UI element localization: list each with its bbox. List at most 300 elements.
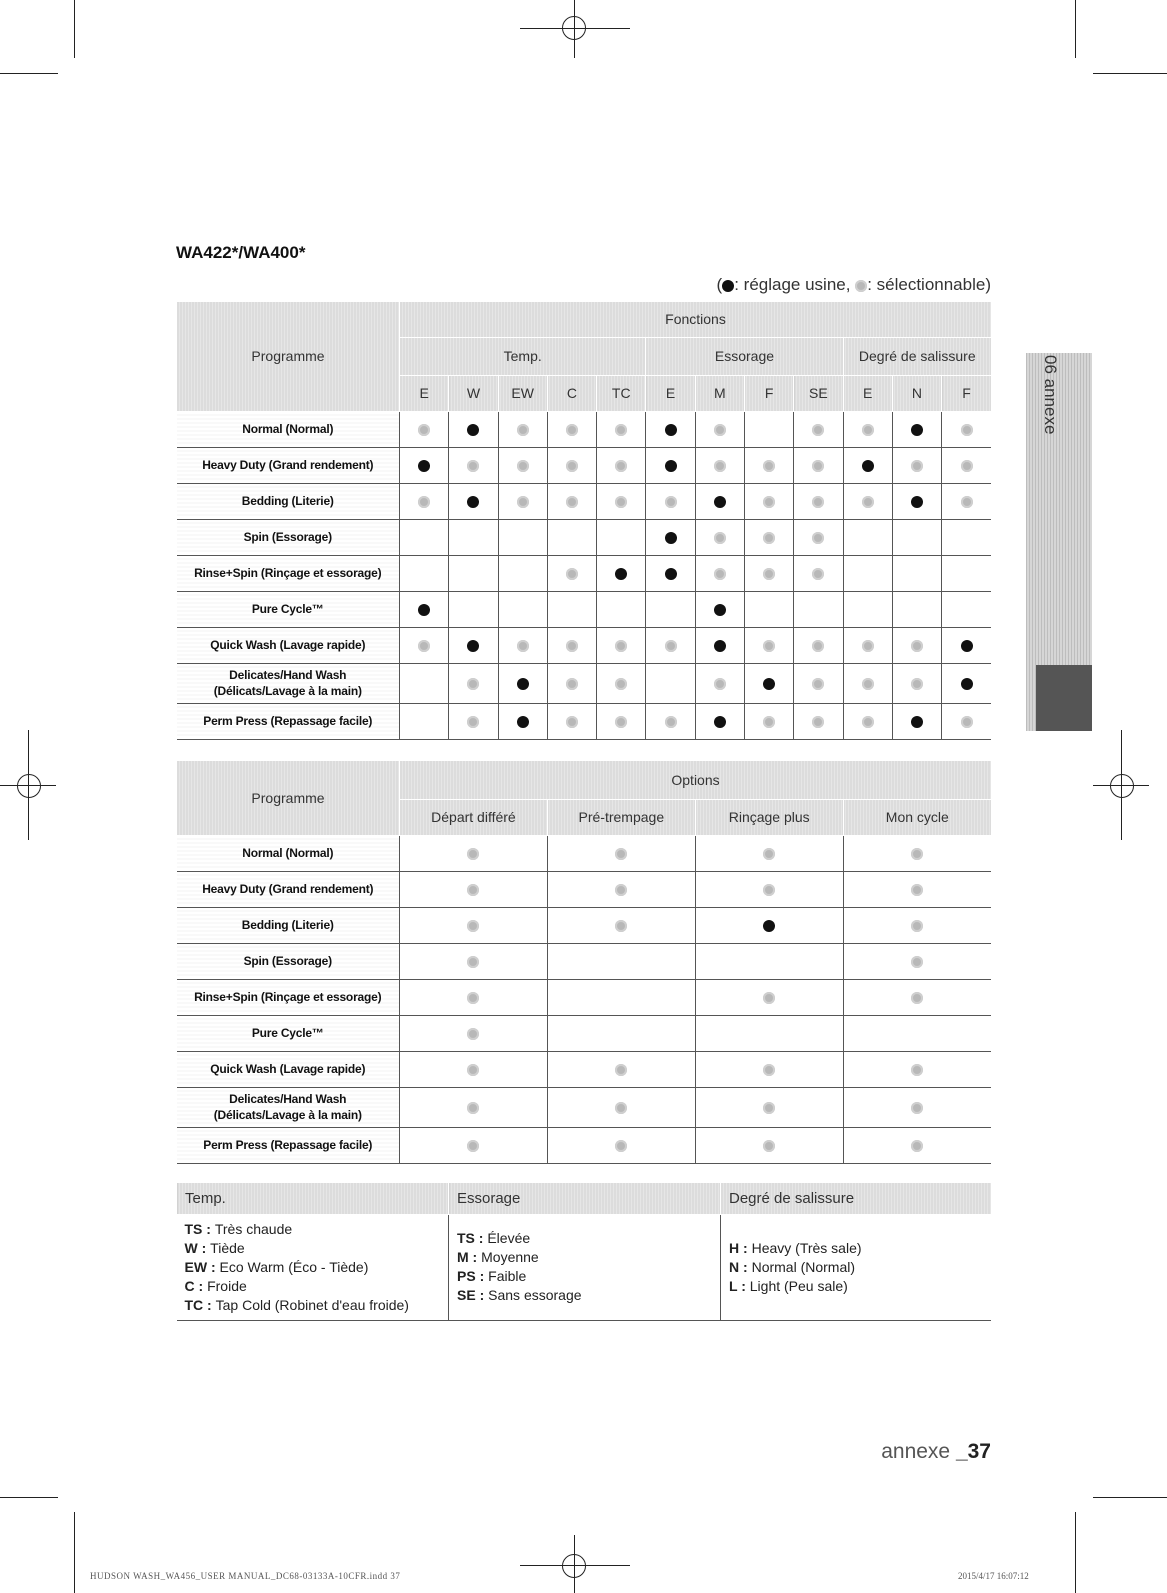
table-cell [744,519,793,555]
table-cell [843,627,892,663]
footer-filename: HUDSON WASH_WA456_USER MANUAL_DC68-03133A-10CFR.indd 37 [90,1571,401,1581]
selectable-dot-icon [566,496,578,508]
selectable-dot-icon [911,992,923,1004]
selectable-dot-icon [763,1140,775,1152]
programme-label [177,1015,400,1051]
legend-code: PS [457,1268,476,1284]
salissure-header: Degré de salissure [843,337,991,375]
selectable-dot-icon [566,716,578,728]
crop-mark [74,1512,75,1593]
selectable-dot-icon [665,716,677,728]
table-cell [942,591,991,627]
programme-label [177,519,400,555]
table-cell [498,483,547,519]
selectable-dot-icon [566,460,578,472]
table-cell [400,447,449,483]
table-cell [646,483,695,519]
selectable-dot-icon [615,678,627,690]
legend-separator: : [475,1268,489,1284]
factory-dot-icon [763,678,775,690]
table-cell [547,1015,695,1051]
programme-label [177,943,400,979]
legend-entry [185,1220,441,1239]
table-cell [695,943,843,979]
programme-label-line: Bedding (Literie) [241,918,334,932]
table-cell [597,627,646,663]
column-header: W [449,375,498,411]
essorage-legend [449,1214,721,1320]
programme-label-line: (Délicats/Lavage à la main) [213,684,362,698]
table-cell [695,627,744,663]
legend-separator: : [739,1239,752,1256]
factory-dot-icon [418,604,430,616]
selectable-dot-icon [812,678,824,690]
table-cell [695,411,744,447]
table-row [177,555,992,591]
legend-description: Élevée [487,1230,531,1246]
legend-entry [729,1277,983,1296]
selectable-dot-icon [763,884,775,896]
selectable-dot-icon [862,640,874,652]
selectable-dot-icon [911,1064,923,1076]
selectable-dot-icon [615,884,627,896]
programme-label [177,591,400,627]
table-cell [400,979,548,1015]
table-cell [744,483,793,519]
page-number-value: _37 [955,1440,991,1463]
table-cell [892,483,941,519]
registration-mark [562,16,586,40]
table-row [177,411,992,447]
table-cell [942,447,991,483]
section-tab [1026,353,1092,731]
table-cell [547,519,596,555]
factory-dot-icon [911,424,923,436]
table-cell [400,555,449,591]
factory-dot-icon [911,716,923,728]
salissure-legend [721,1214,992,1320]
selectable-dot-icon [467,848,479,860]
table-cell [547,979,695,1015]
legend-separator: : [474,1230,488,1246]
table-cell [794,411,843,447]
selectable-dot-icon [467,678,479,690]
table-cell [400,627,449,663]
factory-dot-icon [763,920,775,932]
factory-dot-icon [911,496,923,508]
crop-mark [0,73,58,74]
page-number [881,1440,991,1464]
programme-label-line: Heavy Duty (Grand rendement) [202,458,374,472]
table-cell [942,663,991,703]
table-cell [843,411,892,447]
table-cell [449,627,498,663]
table-cell [794,591,843,627]
table-cell [892,519,941,555]
selectable-dot-icon [812,640,824,652]
factory-dot-icon [467,640,479,652]
table-cell [449,591,498,627]
table-cell [695,447,744,483]
salissure-legend-header: Degré de salissure [721,1183,992,1214]
column-header: TC [597,375,646,411]
programme-label [177,663,400,703]
table-cell [695,907,843,943]
programme-label [177,411,400,447]
column-header: C [547,375,596,411]
programme-label-line: Heavy Duty (Grand rendement) [202,882,374,896]
selectable-dot-icon [961,460,973,472]
selectable-dot-icon [615,1140,627,1152]
selectable-dot-icon [517,460,529,472]
table-cell [400,1051,548,1087]
table-cell [449,663,498,703]
selectable-dot-icon [812,568,824,580]
crop-mark [0,1497,58,1498]
options-header: Options [400,761,992,799]
table-cell [597,411,646,447]
selectable-dot-icon [566,678,578,690]
legend-entry [457,1286,712,1305]
table-cell [547,871,695,907]
programme-label [177,871,400,907]
table-cell [498,627,547,663]
table-cell [400,1127,548,1163]
programme-label-line: Normal (Normal) [242,846,334,860]
programme-label-line: Pure Cycle™ [251,1026,324,1040]
table-cell [400,907,548,943]
table-cell [794,447,843,483]
column-header: Pré-trempage [547,799,695,835]
legend-separator: : [197,1239,211,1256]
programme-label [177,627,400,663]
table-cell [547,1127,695,1163]
selectable-dot-icon [961,716,973,728]
factory-dot-icon [665,460,677,472]
essorage-legend-header: Essorage [449,1183,721,1214]
programme-label [177,555,400,591]
selectable-dot-icon [812,496,824,508]
programme-label-line: Bedding (Literie) [241,494,334,508]
table-cell [547,663,596,703]
table-cell [892,447,941,483]
programme-label-line: Perm Press (Repassage facile) [203,1138,373,1152]
selectable-dot-icon [911,1140,923,1152]
table-cell [498,447,547,483]
selectable-dot-icon [763,496,775,508]
legend-entry [185,1239,441,1258]
legend-separator: : [475,1287,489,1303]
table-cell [942,411,991,447]
programme-label-line: Perm Press (Repassage facile) [203,714,373,728]
legend-code: TS [457,1230,475,1246]
column-header: EW [498,375,547,411]
table-cell [695,979,843,1015]
table-cell [892,703,941,739]
selectable-dot-icon [812,460,824,472]
model-title: WA422*/WA400* [176,243,306,262]
column-header: N [892,375,941,411]
programme-label [177,835,400,871]
table-cell [892,663,941,703]
table-cell [942,555,991,591]
selectable-dot-icon [714,532,726,544]
table-cell [449,519,498,555]
table-cell [547,483,596,519]
table-cell [942,703,991,739]
table-cell [794,703,843,739]
essorage-header: Essorage [646,337,843,375]
table-row [177,907,992,943]
table-cell [695,519,744,555]
table-cell [843,907,991,943]
programme-label [177,703,400,739]
table-cell [547,907,695,943]
selectable-dot-icon [615,496,627,508]
programme-label-line: Rinse+Spin (Rinçage et essorage) [194,990,382,1004]
column-header: Mon cycle [843,799,991,835]
legend-code: SE [457,1287,476,1303]
table-cell [547,703,596,739]
table-cell [942,627,991,663]
factory-dot-icon [467,424,479,436]
registration-mark [1110,774,1134,798]
section-tab-label: 06 annexe [1041,355,1060,435]
selectable-dot-icon [615,716,627,728]
factory-dot-icon [467,496,479,508]
column-header: E [843,375,892,411]
legend [717,275,991,295]
table-row [177,663,992,703]
table-row [177,483,992,519]
selectable-dot-icon [862,424,874,436]
programme-label-line: Normal (Normal) [242,422,334,436]
factory-dot-icon [961,678,973,690]
legend-description: Normal (Normal) [751,1258,856,1275]
legend-entry [457,1229,712,1248]
table-cell [400,411,449,447]
table-cell [695,1087,843,1127]
section-tab-marker [1036,665,1092,731]
table-cell [695,835,843,871]
table-cell [646,703,695,739]
selectable-dot-icon [517,424,529,436]
legend-separator: : [739,1258,752,1275]
selectable-dot-icon [517,640,529,652]
selectable-dot-icon [467,716,479,728]
table-cell [744,627,793,663]
table-cell [400,835,548,871]
table-cell [547,1051,695,1087]
legend-code: M [457,1249,469,1265]
table-row [177,519,992,555]
legend-description: Froide [207,1277,247,1294]
factory-dot-icon [714,496,726,508]
table-cell [597,447,646,483]
table-cell [843,483,892,519]
table-cell [843,591,892,627]
legend-code: EW [184,1258,208,1275]
selectable-dot-icon [467,1028,479,1040]
table-cell [695,591,744,627]
table-cell [646,663,695,703]
selectable-dot-icon [418,424,430,436]
table-cell [597,555,646,591]
selectable-dot-icon [714,460,726,472]
selectable-dot-icon [862,496,874,508]
table-cell [843,835,991,871]
table-cell [744,447,793,483]
table-cell [547,555,596,591]
factory-dot-icon [665,532,677,544]
table-cell [695,483,744,519]
selectable-dot-icon [855,280,867,292]
selectable-dot-icon [763,992,775,1004]
factory-dot-icon [615,568,627,580]
selectable-dot-icon [615,640,627,652]
temp-legend-header: Temp. [177,1183,449,1214]
programme-label-line: Quick Wash (Lavage rapide) [210,1062,366,1076]
table-cell [695,1015,843,1051]
crop-mark [1075,1512,1076,1593]
selectable-dot-icon [467,920,479,932]
legend-description: Très chaude [214,1220,293,1237]
table-cell [498,703,547,739]
selectable-dot-icon [911,640,923,652]
table-cell [744,591,793,627]
programme-label-line: Pure Cycle™ [251,602,324,616]
registration-mark [17,774,41,798]
programme-label [177,979,400,1015]
selectable-dot-icon [763,848,775,860]
legend-code: C [184,1277,195,1294]
factory-dot-icon [517,716,529,728]
selectable-dot-icon [714,568,726,580]
legend-separator: : [203,1296,216,1313]
legend-entry [729,1239,983,1258]
table-cell [843,1051,991,1087]
table-cell [498,555,547,591]
selectable-dot-icon [911,1102,923,1114]
crop-mark [1075,0,1076,58]
table-cell [646,411,695,447]
legend-separator: : [194,1277,208,1294]
table-row [177,835,992,871]
table-cell [547,1087,695,1127]
selectable-dot-icon [467,1064,479,1076]
table-cell [547,627,596,663]
table-cell [744,663,793,703]
table-cell [498,519,547,555]
factory-dot-icon [665,424,677,436]
table-cell [597,663,646,703]
table-row [177,1127,992,1163]
table-cell [400,519,449,555]
selectable-dot-icon [763,460,775,472]
selectable-dot-icon [812,716,824,728]
table-cell [597,591,646,627]
selectable-dot-icon [714,424,726,436]
programme-label [177,1087,400,1127]
table-cell [597,483,646,519]
table-cell [794,627,843,663]
legend-entry [185,1277,441,1296]
programme-label-line: Spin (Essorage) [243,954,332,968]
factory-dot-icon [418,460,430,472]
table-cell [695,1051,843,1087]
selectable-dot-icon [911,678,923,690]
table-cell [646,591,695,627]
table-cell [400,483,449,519]
options-table [176,761,991,1164]
table-row [177,703,992,739]
table-row [177,627,992,663]
table-cell [400,943,548,979]
selectable-dot-icon [665,640,677,652]
selectable-dot-icon [911,884,923,896]
selectable-dot-icon [517,496,529,508]
selectable-dot-icon [862,716,874,728]
table-cell [744,555,793,591]
factory-dot-icon [714,640,726,652]
table-cell [892,555,941,591]
selectable-dot-icon [961,424,973,436]
factory-dot-icon [961,640,973,652]
selectable-dot-icon [911,848,923,860]
table-cell [597,519,646,555]
functions-table [176,302,991,740]
crop-mark [1093,1497,1167,1498]
table-cell [843,703,892,739]
table-cell [547,591,596,627]
temp-legend [177,1214,449,1320]
legend-code: L [729,1277,738,1294]
table-cell [843,871,991,907]
table-cell [449,703,498,739]
table-cell [794,555,843,591]
column-header: E [400,375,449,411]
programme-label [177,1127,400,1163]
legend-code: W [184,1239,198,1256]
column-header: F [942,375,991,411]
selectable-dot-icon [467,1140,479,1152]
table-cell [744,703,793,739]
table-cell [695,871,843,907]
selectable-dot-icon [615,424,627,436]
table-row [177,591,992,627]
table-row [177,1015,992,1051]
table-row [177,943,992,979]
table-cell [498,411,547,447]
selectable-dot-icon [665,496,677,508]
selectable-dot-icon [566,424,578,436]
table-cell [449,411,498,447]
selectable-dot-icon [418,640,430,652]
table-cell [449,555,498,591]
legend-code: TS [184,1220,203,1237]
table-cell [942,483,991,519]
table-cell [400,591,449,627]
programme-label [177,447,400,483]
table-cell [695,703,744,739]
programme-label [177,1051,400,1087]
column-header: E [646,375,695,411]
legend-separator: : [202,1220,215,1237]
table-cell [843,943,991,979]
table-row [177,979,992,1015]
table-cell [547,411,596,447]
table-cell [646,447,695,483]
